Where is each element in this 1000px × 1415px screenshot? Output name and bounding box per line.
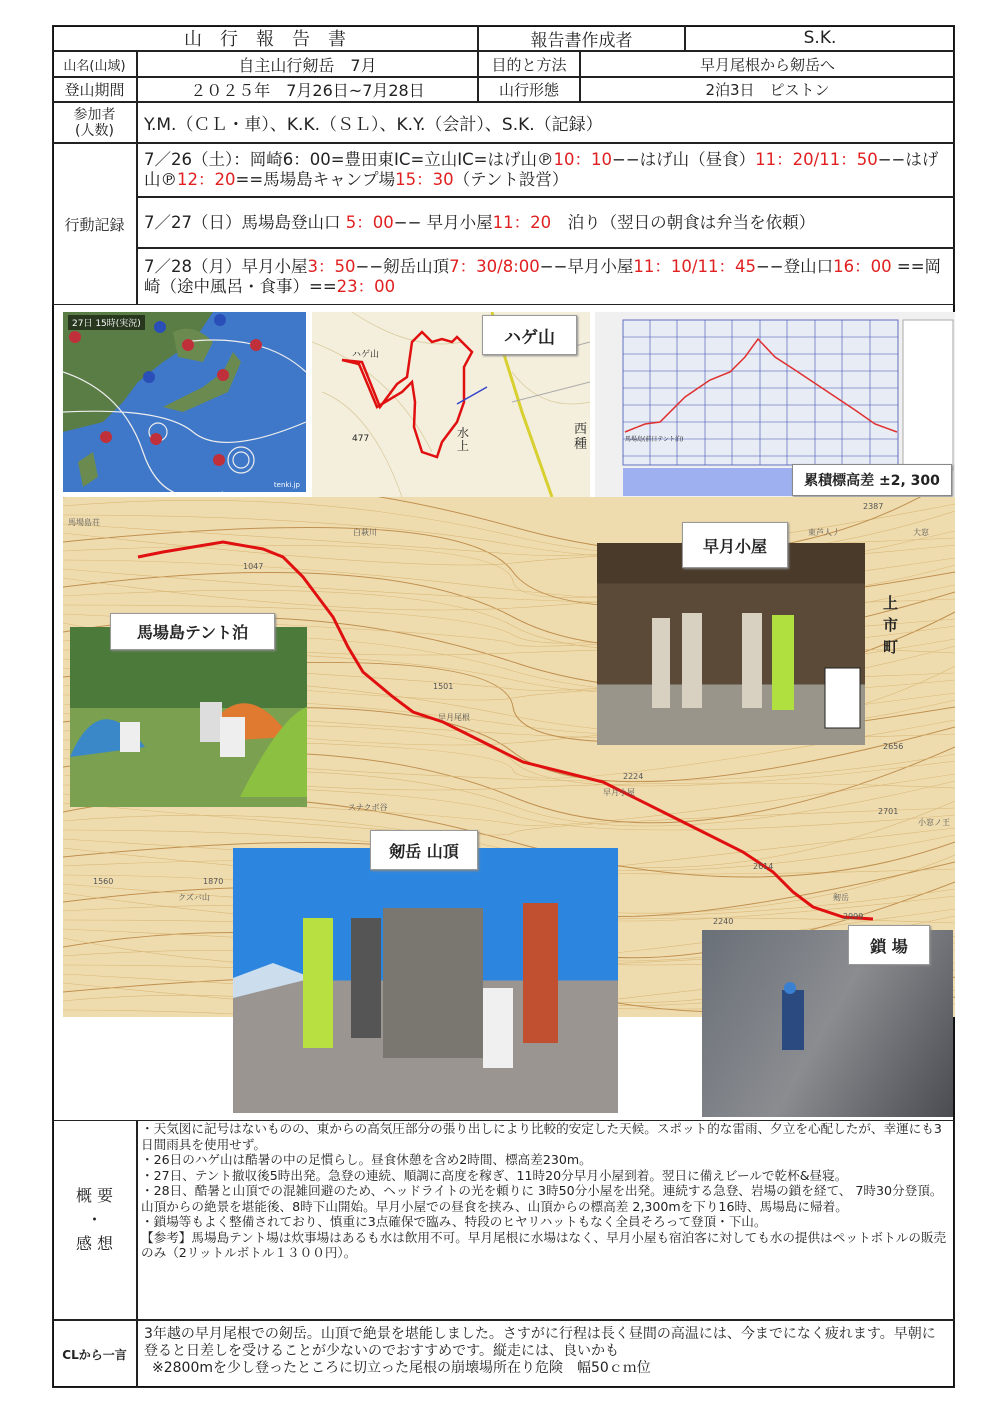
map-label: 2999 — [843, 912, 864, 921]
mountain-label: 山名(山域) — [52, 51, 137, 77]
map-label: 馬場島荘 — [68, 518, 100, 527]
banbajima-tent-label: 馬場島テント泊 — [110, 613, 275, 650]
contour-line — [63, 803, 955, 835]
summary-line: 【参考】馬場島テント場は炊事場はあるも水は飲用不可。早月尾根に水場はなく、早月小屋も宿泊客に対しても水の提供はペットボトルの販売のみ（2リットルボトル１３００円）。 — [141, 1229, 947, 1260]
summary-label — [52, 1120, 137, 1320]
cumulative-elevation-label: 累積標高差 ±2, 300 — [792, 464, 952, 496]
cl-comment-label: CLから一言 — [52, 1320, 137, 1388]
summit-group-graphic — [233, 848, 618, 1113]
summary-label-1: 概 要 — [75, 1186, 114, 1205]
mountain-value: 自主山行剱岳 7月 — [137, 51, 478, 77]
record-text: 泊り（翌日の朝食は弁当を依頼） — [551, 212, 816, 232]
summary-line: ・鎖場等もよく整備されており、慎重に3点確保で臨み、特段のヒヤリハットもなく全員そろって登頂・下山。 — [141, 1214, 767, 1229]
hayatsuki-hut-photo — [597, 543, 865, 745]
map-label: スナクボ谷 — [348, 803, 388, 812]
map-label: 2387 — [863, 502, 884, 511]
summary-text — [137, 1120, 955, 1320]
summary-label-3: 感 想 — [75, 1234, 114, 1253]
map-label: 1560 — [93, 877, 114, 886]
record-text: ==馬場島キャンプ場 — [235, 170, 396, 189]
summary-line: ・27日、テント撤収後5時出発。急登の連続、順調に高度を稼ぎ、11時20分早月小屋到着。翌日に備えビールで乾杯&昼寝。 — [141, 1167, 848, 1183]
record-text: −−登山口 — [755, 256, 834, 276]
summary-line: ・天気図に記号はないものの、東からの高気圧部分の張り出しにより比較的安定した天候。スポット的な雷雨、夕立を心配したが、幸運にも3日間雨具を使用せず。 — [141, 1121, 942, 1152]
record-time: 23：00 — [336, 276, 396, 296]
record-text: 7／27（日）馬場島登山口 — [144, 212, 346, 232]
record-text: ==岡崎（途中風呂・食事）== — [144, 256, 942, 296]
members-label-line1: 参加者 — [73, 106, 116, 123]
record-day2 — [137, 197, 955, 248]
town-label: 上市町 — [883, 594, 899, 656]
map-label: 剱岳 — [833, 893, 849, 902]
record-time: 15：30 — [395, 170, 454, 189]
author-label: 報告書作成者 — [478, 25, 685, 51]
report-title: 山 行 報 告 書 — [52, 25, 478, 51]
record-text: −−早月小屋 — [539, 256, 634, 276]
cl-line: 3年越の早月尾根での剱岳。山頂で絶景を堪能しました。さすがに行程は長く昼間の高温には、今までになく疲れます。早朝に登ると日差しを受けることが少ないのでおすすめです。縦走には、良いかも — [144, 1326, 936, 1359]
map-label: 2614 — [753, 862, 774, 871]
record-text: −−はげ山℗ — [144, 150, 939, 189]
weather-caption: 27日 15時(実況) — [68, 315, 145, 330]
author-value: S.K. — [685, 25, 955, 51]
purpose-value: 早月尾根から剱岳へ — [580, 51, 955, 77]
record-day3 — [137, 248, 955, 305]
record-time: 11：10/11：45 — [633, 256, 756, 276]
record-time: 11：20/11：50 — [755, 150, 878, 169]
summit-label: 剱岳 山頂 — [370, 830, 478, 870]
record-time: 7：30/8:00 — [449, 256, 540, 276]
members-label-line2: (人数) — [75, 122, 114, 139]
map-label: 早月尾根 — [438, 713, 470, 722]
record-text: 7／28（月）早月小屋 — [144, 256, 308, 276]
map-label: 2701 — [878, 807, 899, 816]
record-text: −−はげ山（昼食） — [612, 150, 756, 169]
map-label: 東芦人丿 — [808, 528, 840, 537]
record-time: 11：20 — [492, 212, 552, 232]
chain-section-label: 鎖 場 — [848, 925, 930, 965]
map-label: 1047 — [243, 562, 264, 571]
cl-comment-text — [137, 1320, 955, 1388]
map-label: 小窓ノ王 — [918, 818, 950, 827]
record-text: 7／26（土）：岡崎6：00=豊田東IC=立山IC=はげ山℗ — [144, 150, 554, 169]
summary-label-2: ・ — [86, 1210, 103, 1229]
weather-credit: tenki.jp — [273, 481, 300, 489]
record-time: 10：10 — [553, 150, 612, 169]
record-text: （テント設営） — [453, 170, 569, 189]
hage-map-label: 477 — [352, 434, 370, 444]
elevation-profile-image — [595, 312, 955, 497]
record-text: −− 早月小屋 — [393, 212, 493, 232]
map-label: 2240 — [713, 917, 734, 926]
summary-line: ・26日のハゲ山は酷暑の中の足慣らし。昼食休憩を含め2時間、標高差230m。 — [141, 1152, 592, 1167]
map-label: 2224 — [623, 772, 644, 781]
tsurugidake-summit-photo — [233, 848, 618, 1113]
hayatsuki-hut-label: 早月小屋 — [682, 522, 788, 568]
record-text: −−剱岳山頂 — [355, 256, 450, 276]
record-time: 12：20 — [177, 170, 236, 189]
hage-map-label: 西種 — [574, 422, 588, 452]
record-day1 — [137, 143, 955, 197]
weather-map-image — [63, 312, 306, 492]
period-label: 登山期間 — [52, 77, 137, 102]
record-time: 3：50 — [307, 256, 356, 276]
weather-map-graphic — [63, 312, 306, 492]
hut-people-graphic — [597, 543, 865, 745]
map-label: 早月小屋 — [603, 788, 635, 797]
hage-map-label: ハゲ山 — [352, 350, 380, 360]
banbajima-tent-photo — [70, 627, 307, 807]
map-label: 大窓 — [913, 528, 929, 537]
hage-yama-map-image — [312, 312, 590, 497]
style-value: 2泊3日 ピストン — [580, 77, 955, 102]
period-value: ２０２５年 7月26日~7月28日 — [137, 77, 478, 102]
record-time: 5：00 — [345, 212, 394, 232]
purpose-label: 目的と方法 — [478, 51, 580, 77]
map-label: クズバ山 — [178, 893, 210, 902]
record-time: 16：00 — [833, 256, 892, 276]
summary-line: ・28日、酷暑と山頂での混雑回避のため、ヘッドライトの光を頼りに 3時50分小屋を出発。連続する急登、岩場の鎖を経て、 7時30分登頂。山頂からの絶景を堪能後、8時下山開始。早月小屋での昼食を挟み、山頂からの標高差 2,300mを下り16時、馬場島に帰着。 — [141, 1183, 943, 1214]
map-label: 1501 — [433, 682, 454, 691]
cl-line: ※2800mを少し登ったところに切立った尾根の崩壊場所在り危険 幅50ｃｍ位 — [152, 1360, 651, 1376]
hage-yama-label: ハゲ山 — [482, 315, 577, 355]
map-label: 白萩川 — [353, 528, 377, 537]
members-label — [52, 102, 137, 143]
map-label: 2656 — [883, 742, 904, 751]
style-label: 山行形態 — [478, 77, 580, 102]
members-value: Y.M.（ＣＬ・車）、K.K.（ＳＬ）、K.Y.（会計）、S.K.（記録） — [137, 102, 955, 143]
elevation-start-label: 馬場島(前日テント泊) — [625, 436, 684, 443]
hage-map-label: 水上 — [457, 426, 470, 453]
tents-graphic — [70, 627, 307, 807]
record-label: 行動記録 — [52, 143, 137, 305]
map-label: 1870 — [203, 877, 224, 886]
